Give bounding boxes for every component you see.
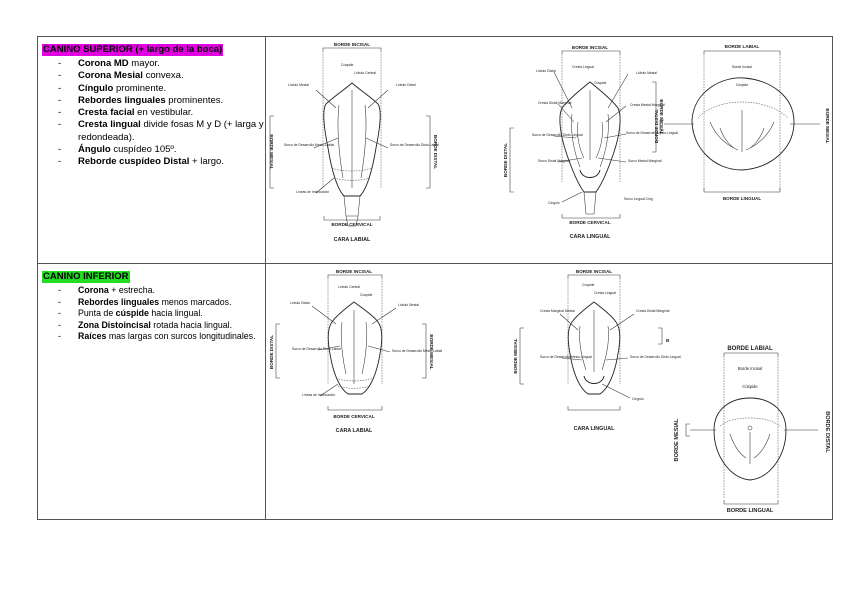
label: Cresta Lingual xyxy=(572,65,594,69)
label: Cúspide xyxy=(360,293,373,297)
label: Surco Lingual Cing xyxy=(624,197,653,201)
label: Lóbulo Mesial xyxy=(398,303,419,307)
label: Cresta Mesial Marginal xyxy=(630,103,665,107)
label: Lóbulo Mesial xyxy=(636,71,657,75)
label: Cresta Distal Marginal xyxy=(636,309,670,313)
borde-labial-label: BORDE LABIAL xyxy=(727,346,773,352)
label: Surco Distal Marginal xyxy=(538,159,571,163)
label: Cúspide xyxy=(735,83,749,87)
label: Borde Incisal xyxy=(732,65,752,69)
label: Lóbulo Distal xyxy=(290,301,310,305)
superior-header: CANINO SUPERIOR (+ largo de la boca) xyxy=(43,44,223,55)
cara-labial-caption: CARA LABIAL xyxy=(335,428,373,434)
list-item: - Cresta facial en vestibular. xyxy=(58,107,194,119)
list-item: - Raíces mas largas con surcos longitudinales. xyxy=(58,331,256,342)
borde-distal-label: BORDE DISTAL xyxy=(433,134,438,170)
label: Cíngulo xyxy=(632,397,644,401)
superior-incisal-diagram xyxy=(654,40,832,210)
borde-mesial-label: BORDE MESIAL xyxy=(674,418,680,462)
label: Lóbulo Central xyxy=(338,285,361,289)
borde-cervical-label: BORDE CERVICAL xyxy=(333,414,375,419)
label: Surco Mesial Marginal xyxy=(628,159,662,163)
inferior-labial-diagram xyxy=(268,266,443,438)
label: Surco de Desarrollo Disto-Lingual xyxy=(532,133,583,137)
superior-labial-diagram xyxy=(266,38,441,243)
cara-lingual-caption: CARA LINGUAL xyxy=(569,234,611,240)
borde-distal-label: BORDE DISTAL xyxy=(824,411,830,453)
label: Lóbulo Mesial xyxy=(288,83,309,87)
label: Lóbulo Distal xyxy=(396,83,416,87)
list-item: - Cresta lingual divide fosas M y D (+ larga y redondeada). xyxy=(58,119,264,143)
label: Cúspide xyxy=(742,384,758,389)
label: Surco de Desarrollo Mesio-Lingual xyxy=(626,131,679,135)
borde-mesial-label: BORDE MESIAL xyxy=(429,334,434,370)
list-item: - Punta de cúspide hacia lingual. xyxy=(58,308,203,319)
borde-label: B xyxy=(666,338,670,343)
label: Surco de Desarrollo Disto-Labial xyxy=(390,143,439,147)
inferior-incisal-diagram xyxy=(668,340,832,518)
label: Cresta Marginal Mesial xyxy=(540,309,575,313)
label: Líneas de Imbricación xyxy=(302,393,336,397)
superior-features-list xyxy=(42,58,264,169)
row-divider xyxy=(38,263,832,264)
label: Cúspide xyxy=(582,283,595,287)
label: Lóbulo Distal xyxy=(536,69,556,73)
list-item: - Rebordes linguales menos marcados. xyxy=(58,296,232,307)
borde-mesial-label: BORDE MESIAL xyxy=(659,99,664,135)
borde-incisal-label: BORDE INCISAL xyxy=(575,269,613,274)
inferior-header: CANINO INFERIOR xyxy=(43,271,129,282)
label: Cresta Distal Marginal xyxy=(538,101,572,105)
label: Cúspide xyxy=(341,63,354,67)
label: Cúspide xyxy=(594,81,607,85)
inferior-lingual-diagram xyxy=(512,266,681,438)
label: Surco de Desarrollo Mesio-Labial xyxy=(284,143,335,147)
list-item: - Zona Distoincisal rotada hacia lingual. xyxy=(58,319,233,330)
list-item: - Corona Mesial convexa. xyxy=(58,70,184,82)
borde-distal-label: BORDE DISTAL xyxy=(503,142,508,178)
borde-incisal-label: BORDE INCISAL xyxy=(571,45,609,50)
label: Cresta Lingual xyxy=(594,291,616,295)
inferior-text-cell xyxy=(42,266,264,343)
label: Surco de Desarrollo Disto-Labial xyxy=(292,347,341,351)
borde-mesial-label: BORDE MESIAL xyxy=(513,338,518,374)
borde-cervical-label: BORDE CERVICAL xyxy=(331,222,373,227)
borde-lingual-label: BORDE LINGUAL xyxy=(726,508,774,514)
borde-distal-label: BORDE DISTAL xyxy=(654,108,659,144)
borde-lingual-label: BORDE LINGUAL xyxy=(722,196,762,201)
superior-text-cell xyxy=(42,39,264,169)
borde-mesial-label: BORDE MESIAL xyxy=(825,108,830,144)
borde-distal-label: BORDE DISTAL xyxy=(269,334,274,370)
list-item: - Reborde cuspídeo Distal + largo. xyxy=(58,156,224,168)
list-item: - Ángulo cuspídeo 105º. xyxy=(58,144,177,156)
borde-incisal-label: BORDE INCISAL xyxy=(335,269,373,274)
borde-labial-label: BORDE LABIAL xyxy=(724,44,760,49)
borde-incisal-label: BORDE INCISAL xyxy=(333,42,371,47)
label: Lóbulo Central xyxy=(354,71,377,75)
label: Borde Incisal xyxy=(737,366,763,371)
list-item: - Corona + estrecha. xyxy=(58,285,156,295)
label: Surco de Desarrollo Mesio-Labial xyxy=(392,349,443,353)
borde-mesial-label: BORDE MESIAL xyxy=(269,134,274,170)
superior-lingual-diagram xyxy=(502,42,679,244)
cara-labial-caption: CARA LABIAL xyxy=(333,237,371,243)
label: Surco de Desarrollo Mesio-Lingual xyxy=(540,355,593,359)
inferior-features-list xyxy=(42,285,264,343)
label: Líneas de Imbricación xyxy=(296,190,330,194)
list-item: - Corona MD mayor. xyxy=(58,58,160,69)
label: Cíngulo xyxy=(548,201,560,205)
cara-lingual-caption: CARA LINGUAL xyxy=(573,426,615,432)
list-item: - Rebordes linguales prominentes. xyxy=(58,94,224,106)
label: Surco de Desarrollo Disto-Lingual xyxy=(630,355,681,359)
borde-cervical-label: BORDE CERVICAL xyxy=(569,220,611,225)
list-item: - Cíngulo prominente. xyxy=(58,82,167,94)
